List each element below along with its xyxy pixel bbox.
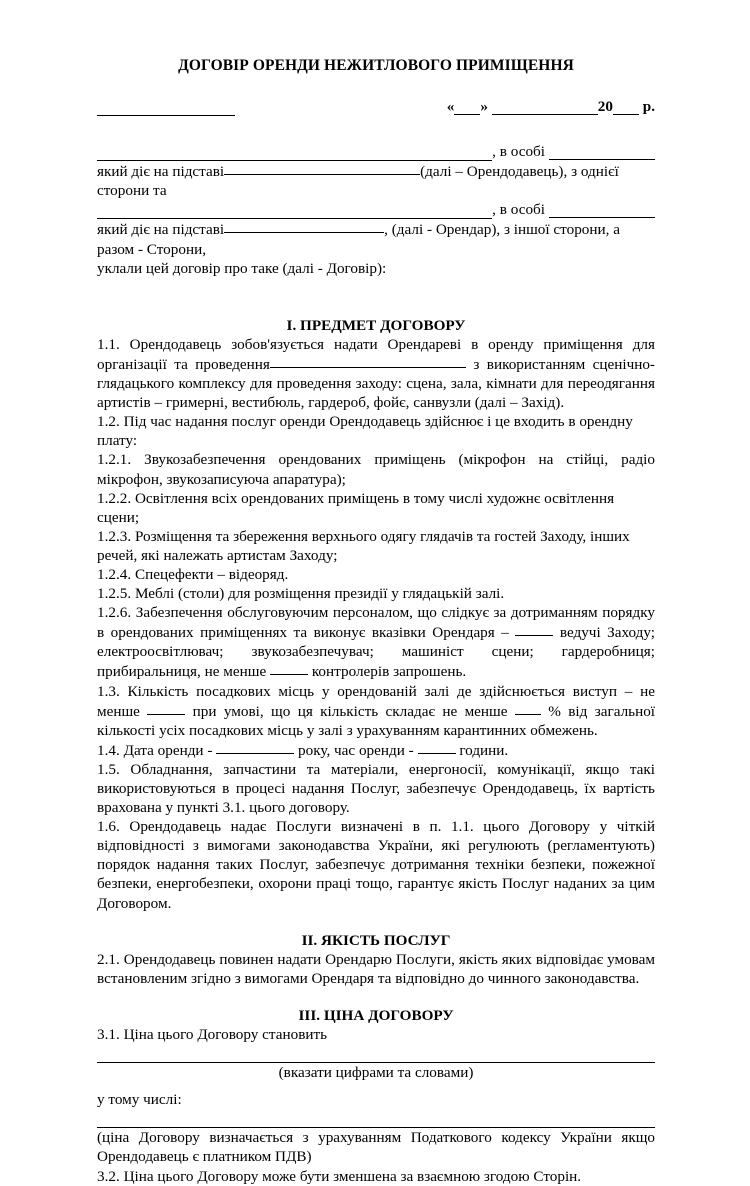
- clause-1-4-hours-blank[interactable]: [418, 740, 456, 754]
- clause-1-2-6-text-b: ведучі Заходу; електроосвітлювач; звукозабезпечувач; машиніст сцени; гардеробниця; прибиральниця, не менше: [97, 624, 656, 681]
- preamble-closing: уклали цей договір про таке (далі - Договір):: [97, 259, 387, 277]
- clause-1-2-4: 1.2.4. Спецефекти – відеоряд.: [97, 565, 289, 583]
- date-year-prefix: 20: [597, 98, 613, 115]
- section-heading-1: I. ПРЕДМЕТ ДОГОВОРУ: [286, 316, 466, 334]
- tenant-name-line: [97, 200, 655, 219]
- landlord-name-line: [97, 142, 655, 161]
- clause-1-4: [97, 740, 655, 760]
- date-day-blank[interactable]: [454, 101, 480, 115]
- clause-1-5: 1.5. Обладнання, запчастини та матеріали, енергоносії, комунікації, якщо такі використовуються в процесі надання Послуг, забезпечує Орендодавець, їх вартість врахована у пункті 3.1. цього договору.: [97, 760, 655, 817]
- tenant-name-tail: , в особі: [492, 201, 545, 219]
- tenant-name-blank[interactable]: [97, 204, 492, 219]
- tenant-basis-blank[interactable]: [224, 219, 384, 233]
- clause-1-3-text-c: % від загальної кількості усіх посадкових місць у залі з урахуванням карантинних обмежень.: [97, 702, 656, 739]
- clause-3-2: 3.2. Ціна цього Договору може бути зменшена за взаємною згодою Сторін.: [97, 1167, 582, 1185]
- page-title: ДОГОВІР ОРЕНДИ НЕЖИТЛОВОГО ПРИМІЩЕННЯ: [178, 57, 574, 74]
- clause-1-2-6-text-c: контролерів запрошень.: [311, 663, 467, 681]
- clause-1-2-1: 1.2.1. Звукозабезпечення орендованих приміщень (мікрофон на стійці, радіо мікрофон, звукозаписуюча апаратура);: [97, 451, 655, 488]
- clause-1-1-event-blank[interactable]: [270, 354, 466, 368]
- clause-1-3: [97, 682, 655, 740]
- landlord-name-blank[interactable]: [97, 146, 492, 161]
- clause-1-2-6-hosts-blank[interactable]: [515, 622, 553, 636]
- clause-1-1: [97, 335, 655, 412]
- clause-1-4-text-c: години.: [459, 741, 509, 759]
- date-year-blank[interactable]: [613, 101, 639, 115]
- date-year-suffix: р.: [642, 98, 655, 115]
- section-heading-3: III. ЦІНА ДОГОВОРУ: [298, 1006, 454, 1024]
- date-field-group: [447, 97, 655, 116]
- landlord-basis-blank[interactable]: [224, 161, 420, 175]
- vat-note: (ціна Договору визначається з урахуванням Податкового кодексу України якщо Орендодавець є платником ПДВ): [97, 1129, 655, 1166]
- date-close-quote: »: [480, 98, 488, 115]
- tenant-role-text: , (далі - Орендар), з іншої сторони, а разом - Сторони,: [97, 221, 620, 258]
- place-blank-field[interactable]: [97, 101, 235, 116]
- tenant-rep-blank[interactable]: [549, 204, 655, 218]
- clause-2-1: 2.1. Орендодавець повинен надати Орендарю Послуги, якість яких відповідає умовам встановленим згідно з вимогами Орендаря та відповідно до чинного законодавства.: [97, 950, 655, 987]
- price-hint: (вказати цифрами та словами): [278, 1064, 474, 1082]
- landlord-rep-blank[interactable]: [549, 146, 655, 160]
- clause-1-2-2: 1.2.2. Освітлення всіх орендованих приміщень в тому числі художнє освітлення сцени;: [97, 489, 615, 526]
- date-open-quote: «: [446, 98, 455, 115]
- tenant-basis-line: [97, 219, 655, 258]
- clause-1-2-6-text-a: 1.2.6. Забезпечення обслуговуючим персоналом, що слідкує за дотриманням порядку в орендованих приміщеннях та виконує вказівки Орендаря –: [97, 604, 655, 642]
- clause-1-2: 1.2. Під час надання послуг оренди Орендодавець здійснює і це входить в орендну плату:: [97, 413, 633, 450]
- clause-1-6: 1.6. Орендодавець надає Послуги визначені в п. 1.1. цього Договору у чіткій відповідності з вимогами законодавства України, які регулюють (регламентують) порядок надання таких Послуг, забезпечує дотримання техніки безпеки, пожежної безпеки, енергобезпеки, охорони праці тощо, гарантує якість Послуг наданих за цим Договором.: [97, 818, 655, 912]
- clause-1-4-text-a: 1.4. Дата оренди -: [97, 741, 213, 759]
- tenant-basis-label: який діє на підставі: [97, 221, 225, 239]
- clause-1-3-seats-blank[interactable]: [147, 701, 185, 715]
- landlord-basis-label: який діє на підставі: [97, 163, 225, 181]
- including-label: у тому числі:: [97, 1091, 182, 1109]
- clause-1-1-text-b: з використанням сценічно-глядацького комплексу для проведення заходу: сцена, зала, кімнати для переодягання артистів – гримерні, вестибюль, гардероб, фойє, санвузли (далі – Захід).: [97, 355, 655, 412]
- clause-1-4-date-blank[interactable]: [216, 740, 294, 754]
- landlord-name-tail: , в особі: [492, 143, 545, 161]
- clause-1-3-text-b: при умові, що ця кількість складає не менше: [192, 702, 508, 720]
- landlord-role-text: (далі – Орендодавець),: [420, 163, 568, 181]
- place-date-row: [97, 97, 655, 116]
- section-heading-2: II. ЯКІСТЬ ПОСЛУГ: [301, 931, 451, 949]
- clause-1-2-6-controllers-blank[interactable]: [270, 661, 308, 675]
- clause-1-3-percent-blank[interactable]: [515, 701, 541, 715]
- clause-1-2-5: 1.2.5. Меблі (столи) для розміщення президії у глядацькій залі.: [97, 585, 505, 603]
- document-body: [97, 0, 655, 1186]
- clause-1-2-3: 1.2.3. Розміщення та збереження верхнього одягу глядачів та гостей Заходу, інших речей, які належать артистам Заходу;: [97, 527, 630, 564]
- landlord-basis-line: [97, 161, 655, 200]
- clause-3-1: 3.1. Ціна цього Договору становить: [97, 1026, 328, 1044]
- clause-1-1-text-a: 1.1. Орендодавець зобов'язується надати Орендареві в оренду приміщення для організації та проведення: [97, 335, 655, 373]
- clause-1-3-text-a: 1.3. Кількість посадкових місць у орендованій залі де здійснюється виступ – не менше: [97, 682, 655, 720]
- clause-1-2-6: [97, 603, 655, 681]
- landlord-side-text: з однієї сторони та: [97, 163, 619, 200]
- date-month-blank[interactable]: [492, 101, 598, 115]
- clause-1-4-text-b: року, час оренди -: [298, 741, 414, 759]
